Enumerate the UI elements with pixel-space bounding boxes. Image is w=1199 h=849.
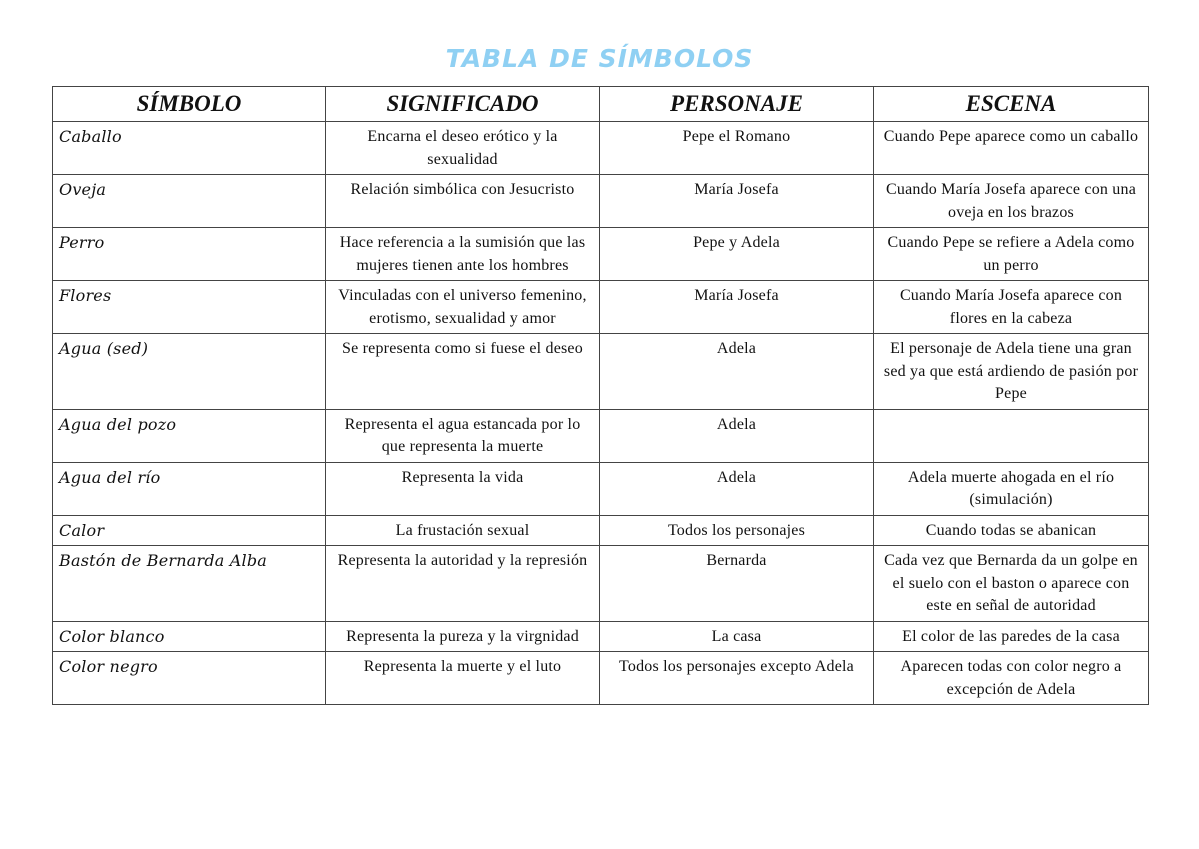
header-character: PERSONAJE [600, 87, 874, 122]
character-cell: Pepe el Romano [600, 122, 874, 175]
scene-cell: Cada vez que Bernarda da un golpe en el suelo con el baston o aparece con este en señal de autoridad [874, 546, 1149, 622]
character-cell: Pepe y Adela [600, 228, 874, 281]
symbol-cell: Calor [53, 515, 326, 546]
table-row [53, 546, 1149, 622]
character-cell: Adela [600, 334, 874, 410]
symbol-cell: Caballo [53, 122, 326, 175]
character-cell: María Josefa [600, 175, 874, 228]
symbol-cell: Agua (sed) [53, 334, 326, 410]
symbol-cell: Agua del río [53, 462, 326, 515]
symbol-cell: Flores [53, 281, 326, 334]
symbol-cell: Color blanco [53, 621, 326, 652]
header-scene: ESCENA [874, 87, 1149, 122]
character-cell: Adela [600, 462, 874, 515]
symbol-cell: Oveja [53, 175, 326, 228]
character-cell: Adela [600, 409, 874, 462]
meaning-cell: Representa la muerte y el luto [326, 652, 600, 705]
scene-cell: Cuando María Josefa aparece con una oveja en los brazos [874, 175, 1149, 228]
table-row [53, 281, 1149, 334]
scene-cell: Cuando Pepe se refiere a Adela como un perro [874, 228, 1149, 281]
symbol-cell: Agua del pozo [53, 409, 326, 462]
meaning-cell: Representa el agua estancada por lo que representa la muerte [326, 409, 600, 462]
table-row [53, 652, 1149, 705]
scene-cell: Cuando Pepe aparece como un caballo [874, 122, 1149, 175]
table-row [53, 175, 1149, 228]
character-cell: María Josefa [600, 281, 874, 334]
scene-cell: Aparecen todas con color negro a excepción de Adela [874, 652, 1149, 705]
table-row [53, 122, 1149, 175]
symbol-cell: Bastón de Bernarda Alba [53, 546, 326, 622]
symbol-cell: Color negro [53, 652, 326, 705]
scene-cell: Cuando María Josefa aparece con flores en la cabeza [874, 281, 1149, 334]
character-cell: Bernarda [600, 546, 874, 622]
header-meaning: SIGNIFICADO [326, 87, 600, 122]
table-row [53, 621, 1149, 652]
header-symbol: SÍMBOLO [53, 87, 326, 122]
scene-cell: Adela muerte ahogada en el río (simulación) [874, 462, 1149, 515]
scene-cell: El personaje de Adela tiene una gran sed ya que está ardiendo de pasión por Pepe [874, 334, 1149, 410]
table-row [53, 334, 1149, 410]
character-cell: Todos los personajes excepto Adela [600, 652, 874, 705]
table-header-row [53, 87, 1149, 122]
meaning-cell: Hace referencia a la sumisión que las mujeres tienen ante los hombres [326, 228, 600, 281]
meaning-cell: Representa la autoridad y la represión [326, 546, 600, 622]
meaning-cell: Vinculadas con el universo femenino, erotismo, sexualidad y amor [326, 281, 600, 334]
meaning-cell: Relación simbólica con Jesucristo [326, 175, 600, 228]
symbol-cell: Perro [53, 228, 326, 281]
scene-cell [874, 409, 1149, 462]
scene-cell: El color de las paredes de la casa [874, 621, 1149, 652]
meaning-cell: Representa la pureza y la virgnidad [326, 621, 600, 652]
scene-cell: Cuando todas se abanican [874, 515, 1149, 546]
table-row [53, 462, 1149, 515]
table-row [53, 409, 1149, 462]
symbols-table [52, 86, 1149, 705]
character-cell: La casa [600, 621, 874, 652]
meaning-cell: Encarna el deseo erótico y la sexualidad [326, 122, 600, 175]
meaning-cell: Representa la vida [326, 462, 600, 515]
character-cell: Todos los personajes [600, 515, 874, 546]
page-title: TABLA DE SÍMBOLOS [445, 44, 754, 73]
table-row [53, 515, 1149, 546]
meaning-cell: La frustación sexual [326, 515, 600, 546]
meaning-cell: Se representa como si fuese el deseo [326, 334, 600, 410]
table-row [53, 228, 1149, 281]
